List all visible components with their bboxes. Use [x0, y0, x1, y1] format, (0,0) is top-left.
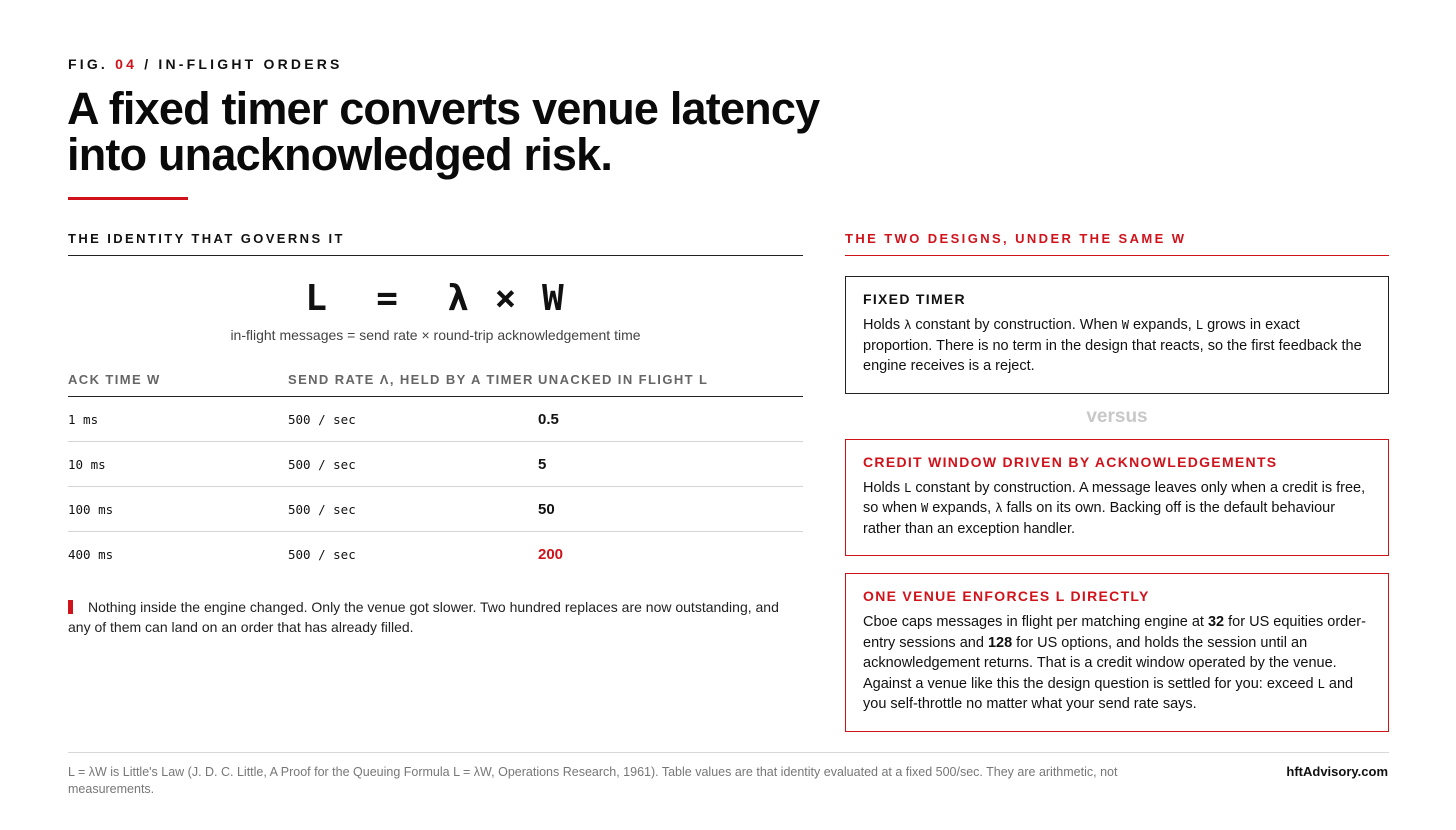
table-header-row: [68, 372, 803, 397]
l-symbol: L: [1195, 318, 1204, 332]
callout-marker: [68, 600, 73, 614]
ack-time-cell: 100 ms: [68, 487, 288, 532]
lambda-symbol: λ: [904, 318, 912, 332]
credit-window-title: CREDIT WINDOW DRIVEN BY ACKNOWLEDGEMENTS: [863, 453, 1278, 470]
callout-note: [68, 597, 803, 637]
options-cap-value: 128: [987, 634, 1013, 651]
venue-enforcement-card: [845, 573, 1389, 732]
latency-table: [68, 372, 803, 577]
column-header-ack-time: ACK TIME W: [68, 372, 288, 397]
footnote: L = λW is Little's Law (J. D. C. Little, A Proof for the Queuing Formula L = λW, Operations Research, 1961). Table values are that identity evaluated at a fixed 500/sec. They are arithmetic, not measurements.: [68, 765, 1118, 796]
body-text: expands,: [928, 500, 996, 516]
body-text: Holds: [863, 479, 905, 496]
equities-cap-value: 32: [1207, 614, 1225, 630]
table-row: [68, 397, 803, 442]
unacked-cell: 0.5: [538, 397, 803, 442]
footer-divider: [68, 752, 1389, 753]
body-text: and you self-throttle no matter what your send rate says.: [863, 675, 1354, 712]
w-symbol: W: [1121, 318, 1129, 332]
figure-label: [68, 56, 343, 72]
body-text: falls on its own. Backing off is the default behaviour rather than an exception handler.: [863, 500, 1336, 537]
lambda-symbol: λ: [995, 501, 1003, 515]
l-symbol: L: [904, 480, 912, 495]
body-text: constant by construction. When: [911, 317, 1122, 333]
body-text: grows in exact proportion. There is no term in the design that reacts, so the first feedback the engine receives is a reject.: [863, 317, 1362, 374]
page-title-line-2: into unacknowledged risk.: [67, 129, 613, 180]
column-header-send-rate: SEND RATE Λ, HELD BY A TIMER: [288, 372, 538, 397]
title-accent-rule: [68, 197, 188, 200]
body-text: constant by construction. A message leaves only when a credit is free, so when: [863, 479, 1366, 516]
ack-time-cell: 1 ms: [68, 397, 288, 442]
unacked-cell-highlight: 200: [538, 545, 564, 563]
unacked-cell: 5: [538, 442, 803, 487]
send-rate-cell: 500 / sec: [288, 397, 538, 442]
body-text: Holds: [863, 317, 905, 333]
fixed-timer-body: [863, 315, 1371, 377]
column-header-unacked: UNACKED IN FLIGHT L: [538, 372, 803, 397]
figure-prefix: FIG.: [68, 56, 109, 72]
designs-section: [845, 231, 1389, 732]
send-rate-cell: 500 / sec: [288, 442, 538, 487]
ack-time-cell: 10 ms: [68, 442, 288, 487]
credit-window-body: [863, 478, 1371, 540]
callout-note-text: Nothing inside the engine changed. Only the venue got slower. Two hundred replaces are now outstanding, and any of them can land on an order that has already filled.: [68, 598, 779, 635]
fixed-timer-card: [845, 276, 1389, 394]
body-text: expands,: [1128, 317, 1196, 333]
send-rate-cell: 500 / sec: [288, 487, 538, 532]
littles-law-equation: L = λ × W: [305, 278, 566, 319]
l-symbol: L: [1317, 676, 1325, 691]
body-text: Cboe caps messages in flight per matching engine at: [863, 614, 1208, 630]
table-row: [68, 532, 803, 577]
page-title-line-1: A fixed timer converts venue latency: [67, 83, 820, 134]
venue-enforcement-title: ONE VENUE ENFORCES L DIRECTLY: [863, 588, 1150, 604]
figure-number: 04: [115, 56, 138, 72]
brand-name: hftAdvisory.com: [1286, 764, 1388, 779]
table-row: [68, 487, 803, 532]
equation-caption: in-flight messages = send rate × round-trip acknowledgement time: [230, 327, 641, 343]
table-row: [68, 442, 803, 487]
ack-time-cell: 400 ms: [68, 546, 114, 562]
fixed-timer-title: FIXED TIMER: [863, 291, 966, 307]
identity-section: [68, 231, 803, 637]
w-symbol: W: [921, 501, 929, 515]
send-rate-cell: 500 / sec: [288, 546, 356, 562]
credit-window-card: [845, 439, 1389, 557]
identity-heading: THE IDENTITY THAT GOVERNS IT: [68, 231, 803, 256]
designs-heading: THE TWO DESIGNS, UNDER THE SAME W: [845, 231, 1389, 256]
unacked-cell: 50: [538, 487, 803, 532]
body-text: for US equities order-entry sessions and: [863, 614, 1366, 651]
venue-enforcement-body: [863, 612, 1371, 715]
page-title: [67, 83, 887, 180]
figure-suffix: / IN-FLIGHT ORDERS: [144, 56, 343, 72]
versus-divider: versus: [1086, 405, 1148, 427]
body-text: for US options, and holds the session until an acknowledgement returns. That is a credit window operated by the venue. Against a venue like this the design question is settled for you: exceed: [863, 634, 1337, 692]
